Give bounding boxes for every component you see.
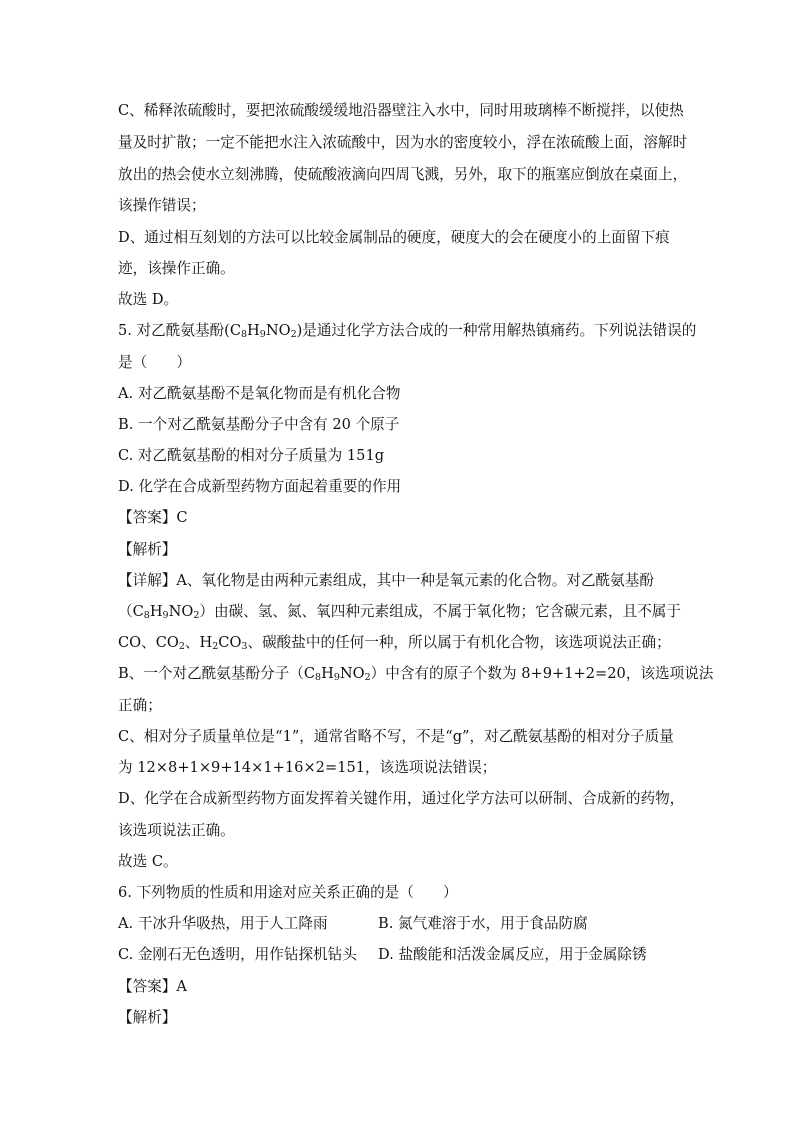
text-line: 正确； [118, 697, 162, 714]
text-line: 故选 C。 [118, 853, 178, 870]
option-b: B. 一个对乙酰氨基酚分子中含有 20 个原子 [118, 416, 400, 433]
answer-label: 【答案】C [118, 509, 188, 526]
text-line: 是（ ） [118, 354, 191, 371]
analysis-label: 【解析】 [118, 1009, 177, 1026]
text-line: 该选项说法正确。 [118, 822, 235, 839]
text-line: 故选 D。 [118, 291, 179, 308]
option-b: B. 氮气难溶于水，用于食品防腐 [378, 915, 588, 932]
question-6-stem: 6. 下列物质的性质和用途对应关系正确的是（ ） [118, 884, 458, 901]
detail-line: B、一个对乙酰氨基酚分子$(C_8H_9NO_2)$中含有的原子个数为 8+9+1+2=20，该选项说法 [118, 665, 714, 683]
text-line: C、稀释浓硫酸时，要把浓硫酸缓缓地沿器壁注入水中，同时用玻璃棒不断搅拌，以使热 [118, 102, 684, 119]
detail-line: 【详解】A、氧化物是由两种元素组成，其中一种是氧元素的化合物。对乙酰氨基酚 [118, 572, 654, 589]
detail-line: C、相对分子质量单位是“1”，通常省略不写，不是“g”，对乙酰氨基酚的相对分子质量 [118, 728, 674, 745]
text-line: 放出的热会使水立刻沸腾，使硫酸液滴向四周飞溅，另外，取下的瓶塞应倒放在桌面上， [118, 166, 688, 183]
option-c: C. 对乙酰氨基酚的相对分子质量为 151g [118, 447, 385, 464]
text-line: 量及时扩散；一定不能把水注入浓硫酸中，因为水的密度较小，浮在浓硫酸上面，溶解时 [118, 134, 688, 151]
text-line: D、通过相互刻划的方法可以比较金属制品的硬度，硬度大的会在硬度小的上面留下痕 [118, 229, 670, 246]
option-a: A. 对乙酰氨基酚不是氧化物而是有机化合物 [118, 385, 401, 402]
option-c: C. 金刚石无色透明，用作钻探机钻头 [118, 946, 357, 963]
option-a: A. 干冰升华吸热，用于人工降雨 [118, 915, 328, 932]
text-line: D、化学在合成新型药物方面发挥着关键作用，通过化学方法可以研制、合成新的药物， [118, 790, 685, 807]
text-line: 迹，该操作正确。 [118, 260, 235, 277]
question-5-stem: 5. 对乙酰氨基酚$(C_8H_9NO_2)$是通过化学方法合成的一种常用解热镇痛药。下列说法错误的 [118, 322, 697, 340]
detail-line: CO、$CO_2$、$H_2CO_3$、碳酸盐中的任何一种，所以属于有机化合物，该选项说法正确； [118, 634, 671, 652]
text-line: 为 12×8+1×9+14×1+16×2=151，该选项说法错误； [118, 759, 497, 776]
answer-label: 【答案】A [118, 978, 187, 995]
detail-line: $(C_8H_9NO_2)$由碳、氢、氮、氧四种元素组成，不属于氧化物；它含碳元素，且不属于 [118, 603, 681, 621]
option-d: D. 化学在合成新型药物方面起着重要的作用 [118, 478, 402, 495]
analysis-label: 【解析】 [118, 541, 177, 558]
text-line: 该操作错误； [118, 197, 206, 214]
option-d: D. 盐酸能和活泼金属反应，用于金属除锈 [378, 946, 647, 963]
